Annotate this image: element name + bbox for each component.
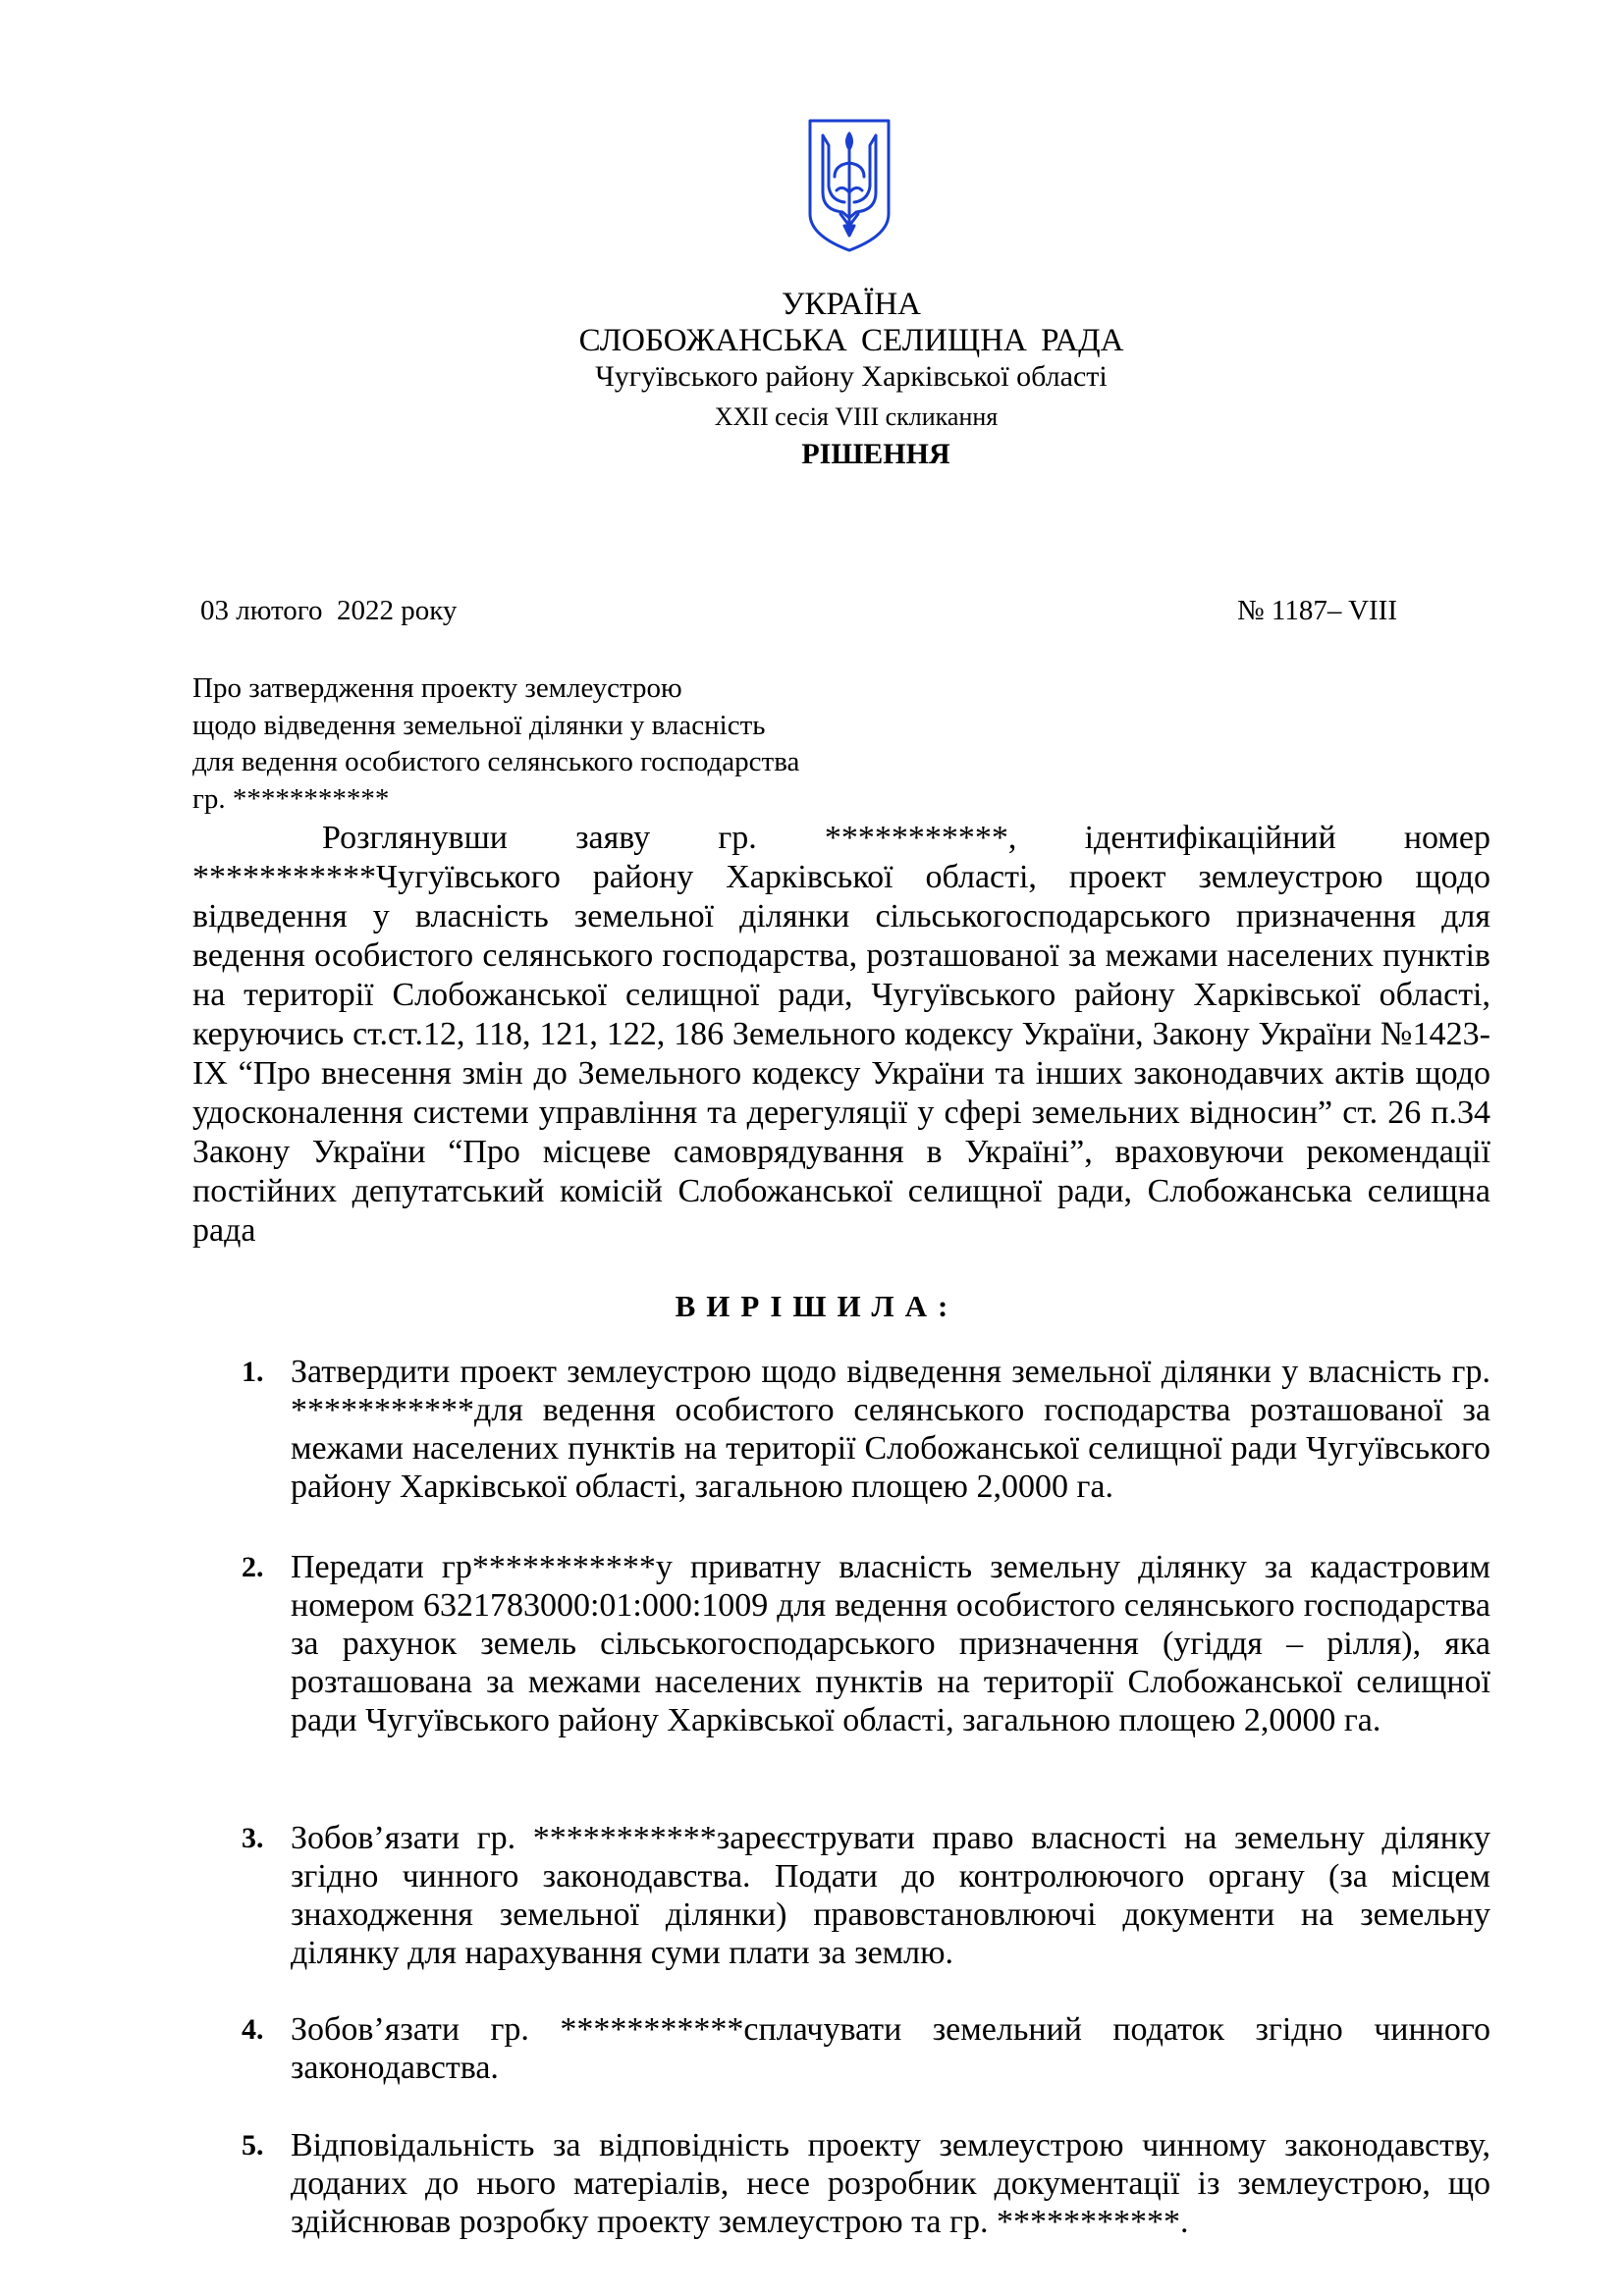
- resolved-heading: ВИРІШИЛА:: [675, 1289, 959, 1323]
- decision-date: 03 лютого 2022 року: [200, 595, 458, 626]
- subject-line: Про затвердження проекту землеустрою: [192, 672, 682, 704]
- trident-emblem-icon: [805, 116, 893, 253]
- district-title: Чугуївського району Харківської області: [595, 360, 1108, 393]
- decision-subject: [192, 670, 799, 818]
- item-number: 3.: [242, 1822, 264, 1854]
- item-text: Затвердити проект землеустрою щодо відведення земельної ділянки у власність гр. ***********для ведення особистого селянського господарства розташованої за межами населених пунктів на території Слобожанської селищної ради Чугуївського району Харківської області, загальною площею 2,0000 га.: [291, 1354, 1490, 1505]
- item-text: Зобов’язати гр. ***********зареєструвати право власності на земельну ділянку згідно чинного законодавства. Подати до контролюючого органу (за місцем знаходження земельної ділянки) правовстановлюючі документи на земельну ділянку для нарахування суми плати за землю.: [291, 1820, 1490, 1971]
- preamble-paragraph: Розглянувши заяву гр. ***********, ідентифікаційний номер ***********Чугуївського району Харківської області, проект землеустрою щодо відведення у власність земельної ділянки сільськогосподарського призначення для ведення особистого селянського господарства, розташованої за межами населених пунктів на території Слобожанської селищної ради, Чугуївського району Харківської області, керуючись ст.ст.12, 118, 121, 122, 186 Земельного кодексу України, Закону України №1423-IX “Про внесення змін до Земельного кодексу України та інших законодавчих актів щодо удосконалення системи управління та дерегуляції у сфері земельних відносин” ст. 26 п.34 Закону України “Про місцеве самоврядування в Україні”, враховуючи рекомендації постійних депутатський комісій Слобожанської селищної ради, Слобожанська селищна рада: [192, 820, 1490, 1249]
- document-type: РІШЕННЯ: [801, 438, 950, 470]
- item-text: Зобов’язати гр. ***********сплачувати земельний податок згідно чинного законодавства.: [291, 2011, 1490, 2086]
- decision-number: № 1187– VIII: [1237, 595, 1397, 626]
- session-title: XXII сесія VIII скликання: [714, 402, 999, 431]
- council-title: СЛОБОЖАНСЬКА СЕЛИЩНА РАДА: [578, 323, 1124, 358]
- item-text: Передати гр***********у приватну власність земельну ділянку за кадастровим номером 6321783000:01:000:1009 для ведення особистого селянського господарства за рахунок земель сільськогосподарського призначення (угіддя – рілля), яка розташована за межами населених пунктів на території Слобожанської селищної ради Чугуївського району Харківської області, загальною площею 2,0000 га.: [291, 1549, 1490, 1738]
- country-title: УКРАЇНА: [782, 287, 921, 322]
- item-number: 1.: [242, 1356, 264, 1388]
- item-number: 4.: [242, 2013, 264, 2046]
- item-number: 5.: [242, 2129, 264, 2162]
- subject-line: щодо відведення земельної ділянки у власність: [192, 709, 766, 741]
- item-number: 2.: [242, 1551, 264, 1583]
- subject-line: гр. ***********: [192, 782, 390, 815]
- subject-line: для ведення особистого селянського господарства: [192, 746, 800, 777]
- item-text: Відповідальність за відповідність проекту землеустрою чинному законодавству, доданих до нього матеріалів, несе розробник документації із землеустрою, що здійснював розробку проекту землеустрою та гр. ***********.: [291, 2127, 1490, 2240]
